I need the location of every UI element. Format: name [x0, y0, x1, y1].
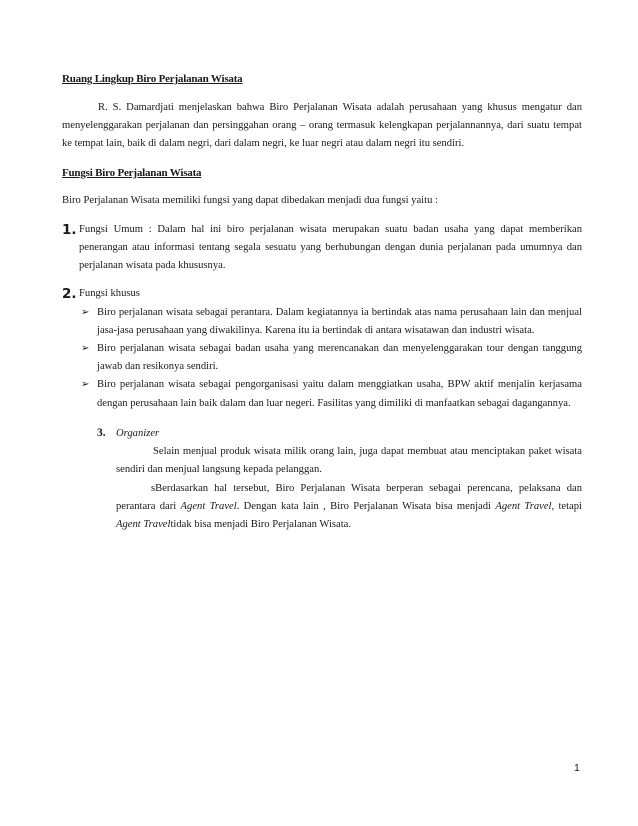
list-number: 1.	[62, 221, 77, 238]
page-number: 1	[574, 762, 580, 774]
section-heading-ruang-lingkup: Ruang Lingkup Biro Perjalanan Wisata	[62, 73, 243, 85]
list-item-label: Fungsi khusus	[79, 288, 140, 300]
list-item-fungsi-khusus	[62, 285, 582, 534]
arrow-bullet-icon: ➢	[81, 306, 90, 318]
section-heading-fungsi: Fungsi Biro Perjalanan Wisata	[62, 166, 202, 179]
bullet-item	[79, 304, 582, 340]
organizer-paragraph-2: sBerdasarkan hal tersebut, Biro Perjalanan Wisata berperan sebagai perencana, pelaksana dan perantara dari Agent Travel. Dengan kata lain , Biro Perjalanan Wisata bisa menjadi Agent Travel, tetapi Agent Traveltidak bisa menjadi Biro Perjalanan Wisata.	[116, 482, 582, 530]
document-page	[62, 70, 582, 544]
arrow-bullet-icon: ➢	[81, 343, 90, 354]
list-number: 3.	[97, 426, 106, 439]
organizer-title: Organizer	[116, 427, 160, 439]
list-item-organizer	[79, 425, 582, 534]
organizer-paragraph: Selain menjual produk wisata milik orang lain, juga dapat membuat atau menciptakan paket wisata sendiri dan menjual langsung kepada pelanggan.	[116, 446, 582, 476]
bullet-text: Biro perjalanan wisata sebagai perantara. Dalam kegiatannya ia bertindak atas nama perusahaan lain dan menjual jasa-jasa perusahaan yang diwakilinya. Karena itu ia bertindak di antara wisatawan dan industri wisata.	[97, 306, 582, 336]
bullet-item	[79, 340, 582, 376]
list-number: 2.	[62, 286, 77, 303]
bullet-text: Biro perjalanan wisata sebagai pengorganisasi yaitu dalam menggiatkan usaha, BPW aktif menjalin kerjasama dengan perusahaan lain baik dalam dan luar negeri. Fasilitas yang dimiliki di manfaatkan sebagai dagangannya.	[97, 379, 582, 409]
list-item-text: Fungsi Umum : Dalam hal ini biro perjalanan wisata merupakan suatu badan usaha yang dapat memberikan penerangan atau informasi tentang segala sesuatu yang berhubungan dengan dunia perjalanan pada umumnya dan perjalanan wisata pada khususnya.	[79, 223, 582, 272]
intro-paragraph: Biro Perjalanan Wisata memiliki fungsi yang dapat dibedakan menjadi dua fungsi yaitu :	[62, 195, 438, 207]
arrow-bullet-icon: ➢	[81, 379, 90, 391]
bullet-text: Biro perjalanan wisata sebagai badan usaha yang merencanakan dan menyelenggarakan tour dengan tanggung jawab dan resikonya sendiri.	[97, 343, 582, 373]
definition-paragraph: R. S. Damardjati menjelaskan bahwa Biro Perjalanan Wisata adalah perusahaan yang khusus mengatur dan menyelenggarakan perjalanan dan persinggahan orang – orang termasuk kelengkapan perjalannannya, dari suatu tempat ke tempat lain, baik di dalam negri, dari dalam negri, ke luar negri atau dalam negri itu sendiri.	[62, 101, 582, 150]
list-item-fungsi-umum	[62, 221, 582, 276]
bullet-item	[79, 376, 582, 412]
